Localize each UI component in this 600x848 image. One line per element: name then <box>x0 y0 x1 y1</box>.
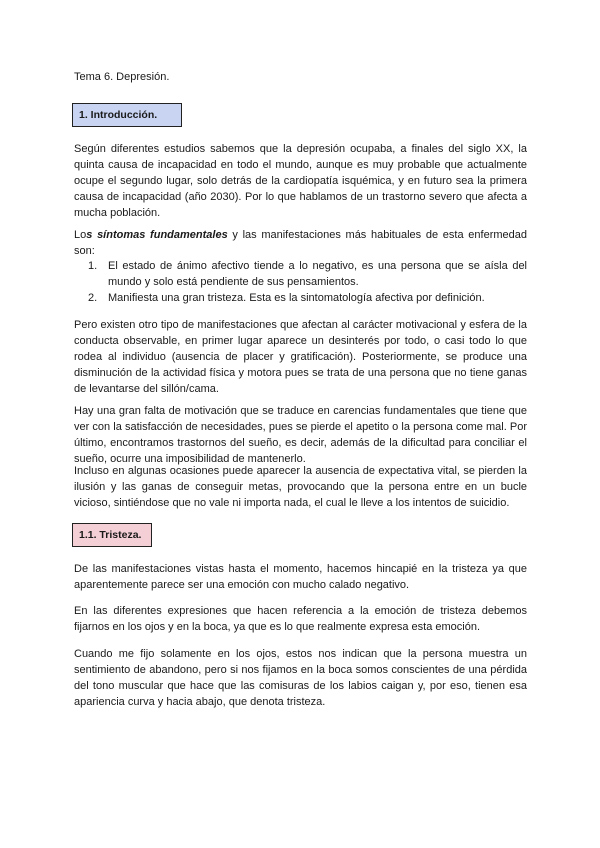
symptoms-lead-rest: y las manifestaciones más habituales de esta enfermedad son: <box>74 229 527 257</box>
list-item <box>74 290 527 306</box>
paragraph-symptoms-lead <box>74 227 527 259</box>
section-heading-tristeza: 1.1. Tristeza. <box>72 523 152 547</box>
list-item-text: El estado de ánimo afectivo tiende a lo negativo, es una persona que se aísla del mundo y solo está pendiente de sus pensamientos. <box>108 260 527 288</box>
list-item-text: Manifiesta una gran tristeza. Esta es la sintomatología afectiva por definición. <box>108 292 485 304</box>
paragraph-expressions: En las diferentes expresiones que hacen referencia a la emoción de tristeza debemos fijarnos en los ojos y en la boca, ya que es lo que realmente expresa esta emoción. <box>74 605 527 633</box>
symptoms-emphasis: s síntomas fundamentales <box>86 229 228 241</box>
list-item-number: 2. <box>88 292 98 304</box>
symptoms-list <box>74 258 527 306</box>
document-title: Tema 6. Depresión. <box>74 71 170 83</box>
paragraph-eyes-mouth: Cuando me fijo solamente en los ojos, estos nos indican que la persona muestra un sentimiento de abandono, pero si nos fijamos en la boca somos conscientes de una pérdida del tono muscular que hace que las comisuras de los labios caigan y, por eso, tienen esa apariencia curva y hacia abajo, que denota tristeza. <box>74 648 527 708</box>
symptoms-lead-prefix: Lo <box>74 229 87 241</box>
paragraph-tristeza-intro: De las manifestaciones vistas hasta el momento, hacemos hincapié en la tristeza ya que aparentemente parece ser una emoción con mucho calado negativo. <box>74 563 527 591</box>
list-item-number: 1. <box>88 260 98 272</box>
paragraph-motivational: Pero existen otro tipo de manifestaciones que afectan al carácter motivacional y esfera de la conducta observable, en primer lugar aparece un desinterés por todo, o casi todo lo que rodea al individuo (ausencia de placer y gratificación). Posteriormente, se produce una disminución de la actividad física y motora pues se trata de una persona que no tiene ganas de levantarse del sillón/cama. <box>74 319 527 395</box>
list-item <box>74 258 527 290</box>
section-heading-introduccion: 1. Introducción. <box>72 103 182 127</box>
paragraph-intro: Según diferentes estudios sabemos que la depresión ocupaba, a finales del siglo XX, la quinta causa de incapacidad en todo el mundo, aunque es muy probable que actualmente ocupe el segundo lugar, solo detrás de la cardiopatía isquémica, y en futuro sea la primera causa de incapacidad (año 2030). Por lo que hablamos de un trastorno severo que afecta a mucha población. <box>74 143 527 219</box>
paragraph-vital-expectation: Incluso en algunas ocasiones puede aparecer la ausencia de expectativa vital, se pierden la ilusión y las ganas de conseguir metas, provocando que la persona entre en un bucle vicioso, sintiéndose que no vale ni importa nada, el cual le lleve a los intentos de suicidio. <box>74 465 527 509</box>
paragraph-motivation-lack: Hay una gran falta de motivación que se traduce en carencias fundamentales que tiene que ver con la satisfacción de necesidades, pues se pierde el apetito o la persona come mal. Por último, encontramos trastornos del sueño, es decir, además de la dificultad para conciliar el sueño, ocurre una imposibilidad de mantenerlo. <box>74 405 527 465</box>
